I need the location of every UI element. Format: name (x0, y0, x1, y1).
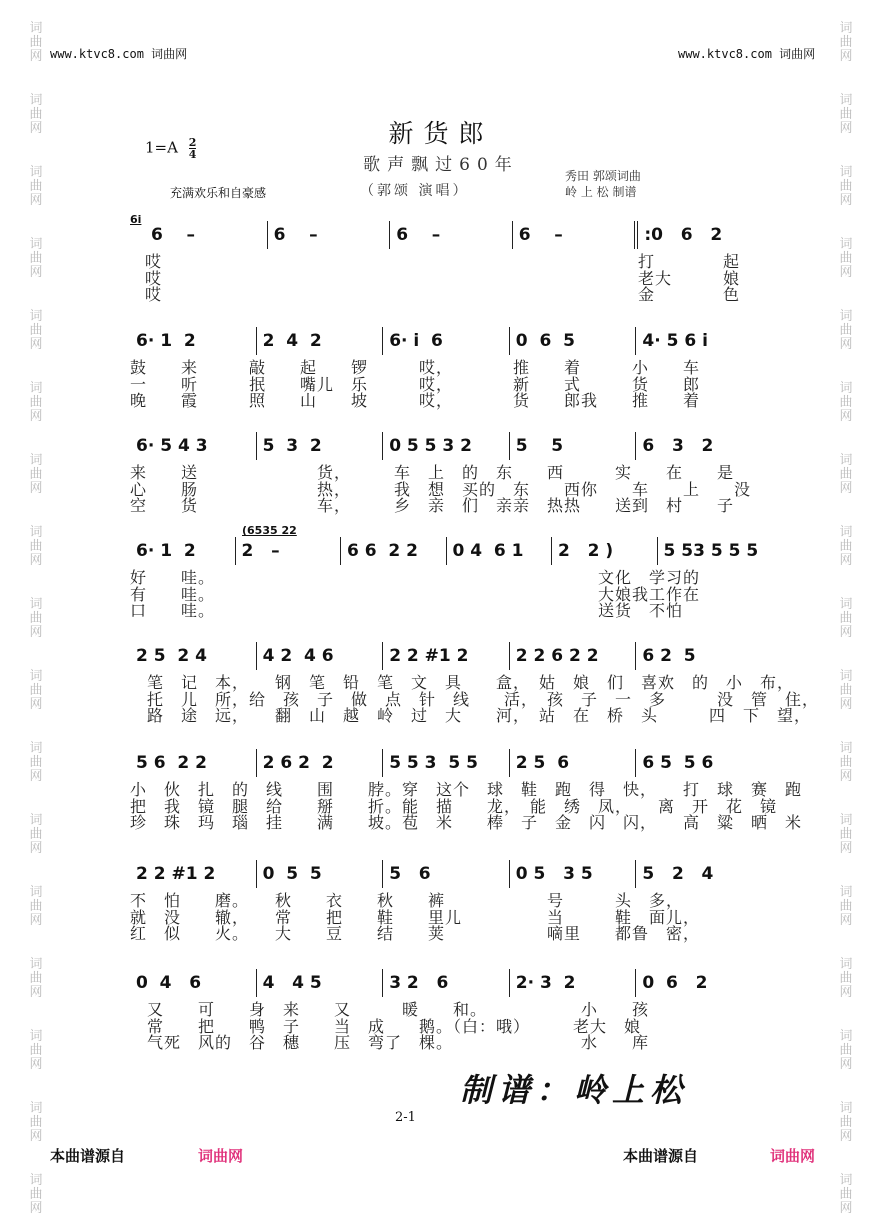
site-url-left[interactable]: www.ktvc8.com 词曲网 (50, 47, 188, 61)
measure: 6· 1 2 (136, 331, 196, 351)
lyrics-block (130, 893, 762, 943)
measure: 6 6 2 2 (340, 537, 446, 565)
watermark-text: 词 曲 网 (839, 1173, 853, 1216)
watermark-text: 词 曲 网 (29, 813, 43, 856)
watermark-text: 词 曲 网 (839, 885, 853, 928)
measure: 5 53 5 5 5 (657, 537, 763, 565)
watermark-text: 词 曲 网 (29, 669, 43, 712)
lyric-line-verse-1: 鼓 来 敲 起 锣 哎， 推 着 小 车 (130, 358, 701, 377)
score-row (145, 222, 760, 304)
lyric-line-verse-1: 哎 打 起 (145, 252, 741, 271)
watermark-text: 词 曲 网 (839, 453, 853, 496)
lyrics-block (130, 673, 820, 725)
lyric-line-verse-1: 小 伙 扎 的 线 围 脖。穿 这个 球 鞋 跑 得 快， 打 球 赛 跑 (130, 780, 803, 799)
score-row (130, 970, 762, 1052)
footer-source-label-right: 本曲谱源自 (623, 1147, 699, 1165)
singer: （郭颂 演唱） (360, 183, 470, 199)
score-row (130, 861, 762, 943)
watermark-text: 词 曲 网 (29, 309, 43, 352)
measure: 2 5 2 4 (136, 646, 207, 666)
measure: 0 6 2 (635, 969, 762, 997)
measure: 6· i 6 (382, 327, 509, 355)
watermark-text: 词 曲 网 (29, 93, 43, 136)
mood-marking: 充满欢乐和自豪感 (170, 186, 267, 200)
lyrics-block (130, 1002, 762, 1052)
watermark-text: 词 曲 网 (29, 597, 43, 640)
lyric-line-verse-2: 有 哇。 大娘我工作在 (130, 584, 701, 604)
watermark-text: 词 曲 网 (29, 165, 43, 208)
lyric-line-verse-3: 珍 珠 玛 瑙 挂 满 坡。苞 米 棒 子 金 闪 闪， 高 粱 晒 米 (130, 813, 803, 832)
watermark-text: 词 曲 网 (29, 1101, 43, 1144)
watermark-text: 词 曲 网 (29, 741, 43, 784)
lyric-line-verse-3: 空 货 车， 乡 亲 们 亲亲 热热 送到 村 子 (130, 496, 735, 515)
lyric-line-verse-3: 气死 风的 谷 穗 压 弯了 棵。 水 库 (130, 1033, 650, 1052)
footer-source-label-left: 本曲谱源自 (50, 1147, 126, 1165)
watermark-text: 词 曲 网 (839, 381, 853, 424)
measure: 5 2 4 (635, 860, 762, 888)
lyrics-block (130, 570, 762, 620)
notes-line (130, 970, 762, 996)
time-signature (189, 137, 197, 160)
lyric-line-verse-1: 不 怕 磨。 秋 衣 秋 裤 号 头 多， (130, 891, 684, 910)
watermark-text: 词 曲 网 (839, 21, 853, 64)
measure: 6· 5 4 3 (136, 436, 208, 456)
measure: 2 2 ) (551, 537, 657, 565)
lyric-line-verse-3: 晚 霞 照 山 坡 哎， 货 郎我 推 着 (130, 391, 701, 410)
notes-line (145, 222, 760, 248)
measure: 5 6 2 2 (136, 753, 207, 773)
lyric-line-verse-2: 一 听 抿 嘴儿 乐 哎， 新 式 货 郎 (130, 374, 701, 394)
measure: :0 6 2 (634, 221, 760, 249)
credits (565, 168, 641, 200)
lyric-line-verse-2: 就 没 辙， 常 把 鞋 里儿 当 鞋 面儿， (130, 907, 701, 927)
lyric-line-verse-3: 路 途 远， 翻 山 越 岭 过 大 河， 站 在 桥 头 四 下 望， (130, 706, 812, 725)
watermark-text: 词 曲 网 (29, 21, 43, 64)
lyrics-block (145, 254, 760, 304)
lyricist: 秀田 郭颂词曲 (565, 169, 641, 183)
lyric-line-verse-3: 口 哇。 送货 不怕 (130, 601, 684, 620)
lyric-line-verse-1: 笔 记 本， 钢 笔 铅 笔 文 具 盒， 姑 娘 们 喜欢 的 小 布， (130, 673, 795, 692)
measure: 6 – (389, 221, 512, 249)
watermark-text: 词 曲 网 (839, 741, 853, 784)
notes-line (130, 538, 762, 564)
measure: 2 4 2 (256, 327, 383, 355)
measure: 4· 5 6 i (635, 327, 762, 355)
measure: 6 – (512, 221, 635, 249)
measure: 2 5 6 (509, 749, 636, 777)
lyric-line-verse-2: 托 儿 所，给 孩 子 做 点 针 线 活， 孩 子 一 多 没 管 住， (130, 689, 820, 709)
measure: 5 5 3 5 5 (382, 749, 509, 777)
watermark-text: 词 曲 网 (29, 957, 43, 1000)
arranger-signature: 制谱：岭上松 (460, 1071, 689, 1109)
measure: 2· 3 2 (509, 969, 636, 997)
watermark-text: 词 曲 网 (29, 1173, 43, 1216)
watermark-text: 词 曲 网 (29, 525, 43, 568)
notes-line (130, 861, 762, 887)
watermark-text: 词 曲 网 (839, 1029, 853, 1072)
lyrics-block (130, 465, 762, 515)
lyrics-block (130, 780, 803, 832)
measure: 2 2 #1 2 (382, 642, 509, 670)
watermark-text: 词 曲 网 (839, 237, 853, 280)
notes-line (130, 750, 762, 776)
page-number: 2-1 (395, 1110, 416, 1125)
watermark-text: 词 曲 网 (29, 885, 43, 928)
watermark-text: 词 曲 网 (29, 237, 43, 280)
key-signature (145, 137, 196, 160)
watermark-text: 词 曲 网 (839, 165, 853, 208)
measure: 4 2 4 6 (256, 642, 383, 670)
watermark-text: 词 曲 网 (29, 381, 43, 424)
measure: 0 4 6 (136, 973, 202, 993)
lyrics-block (130, 360, 762, 410)
key-label: 1=A (145, 138, 178, 157)
lyric-line-verse-2: 哎 老大 娘 (145, 268, 741, 288)
measure: 0 5 5 3 2 (382, 432, 509, 460)
watermark-text: 词 曲 网 (839, 93, 853, 136)
measure: 4 4 5 (256, 969, 383, 997)
measure: 0 5 3 5 (509, 860, 636, 888)
measure: 5 6 (382, 860, 509, 888)
watermark-text: 词 曲 网 (839, 597, 853, 640)
footer-source-link-left[interactable]: 词曲网 (198, 1147, 244, 1165)
footer-source-link-right[interactable]: 词曲网 (770, 1147, 816, 1165)
notes-line (130, 643, 762, 669)
lyric-line-verse-1: 好 哇。 文化 学习的 (130, 568, 701, 587)
measure: 2 2 #1 2 (136, 864, 216, 884)
measure: 6 – (151, 225, 196, 245)
score-row (130, 524, 762, 620)
grace-notes: (6535 22 (242, 524, 297, 537)
watermark-text: 词 曲 网 (839, 669, 853, 712)
song-title: 新货郎 (388, 119, 494, 148)
measure: 6 – (267, 221, 390, 249)
watermark-text: 词 曲 网 (839, 957, 853, 1000)
measure: 6 2 5 (635, 642, 762, 670)
lyric-line-verse-2: 心 肠 热， 我 想 买的 东 西你 车 上 没 (130, 479, 752, 499)
measure: 6· 1 2 (136, 541, 196, 561)
measure: 2 6 2 2 (256, 749, 383, 777)
measure: 0 6 5 (509, 327, 636, 355)
lyric-line-verse-3: 哎 金 色 (145, 285, 741, 304)
watermark-text: 词 曲 网 (839, 813, 853, 856)
arranger: 岭 上 松 制谱 (565, 185, 637, 199)
site-url-right[interactable]: www.ktvc8.com 词曲网 (678, 47, 816, 61)
lyric-line-verse-1: 来 送 货， 车 上 的 东 西 实 在 是 (130, 463, 735, 482)
lyric-line-verse-3: 红 似 火。 大 豆 结 荚 嘀里 都鲁 密， (130, 924, 701, 943)
notes-line (130, 433, 762, 459)
score-row (130, 643, 820, 725)
lyric-line-verse-2: 常 把 鸭 子 当 成 鹅。（白：哦） 老大 娘 (130, 1016, 642, 1036)
time-top: 2 (188, 136, 197, 149)
lyric-line-verse-1: 又 可 身 来 又 暖 和。 小 孩 (130, 1000, 650, 1019)
score-row (130, 433, 762, 515)
score-row (130, 750, 803, 832)
measure: 6 3 2 (635, 432, 762, 460)
measure: 3 2 6 (382, 969, 509, 997)
intro-grace-note: 6i (130, 213, 142, 226)
watermark-text: 词 曲 网 (839, 309, 853, 352)
measure: 5 3 2 (256, 432, 383, 460)
measure: 6 5 5 6 (635, 749, 762, 777)
measure: 5 5 (509, 432, 636, 460)
watermark-text: 词 曲 网 (29, 453, 43, 496)
measure: 2 – (235, 537, 341, 565)
watermark-text: 词 曲 网 (839, 1101, 853, 1144)
time-bottom: 4 (188, 148, 197, 161)
lyric-line-verse-2: 把 我 镜 腿 给 掰 折。能 描 龙， 能 绣 凤， 离 开 花 镜 (130, 796, 778, 816)
score-row (130, 328, 762, 410)
measure: 2 2 6 2 2 (509, 642, 636, 670)
measure: 0 5 5 (256, 860, 383, 888)
notes-line (130, 328, 762, 354)
song-subtitle: 歌声飘过60年 (363, 155, 519, 175)
measure: 0 4 6 1 (446, 537, 552, 565)
watermark-text: 词 曲 网 (839, 525, 853, 568)
watermark-text: 词 曲 网 (29, 1029, 43, 1072)
